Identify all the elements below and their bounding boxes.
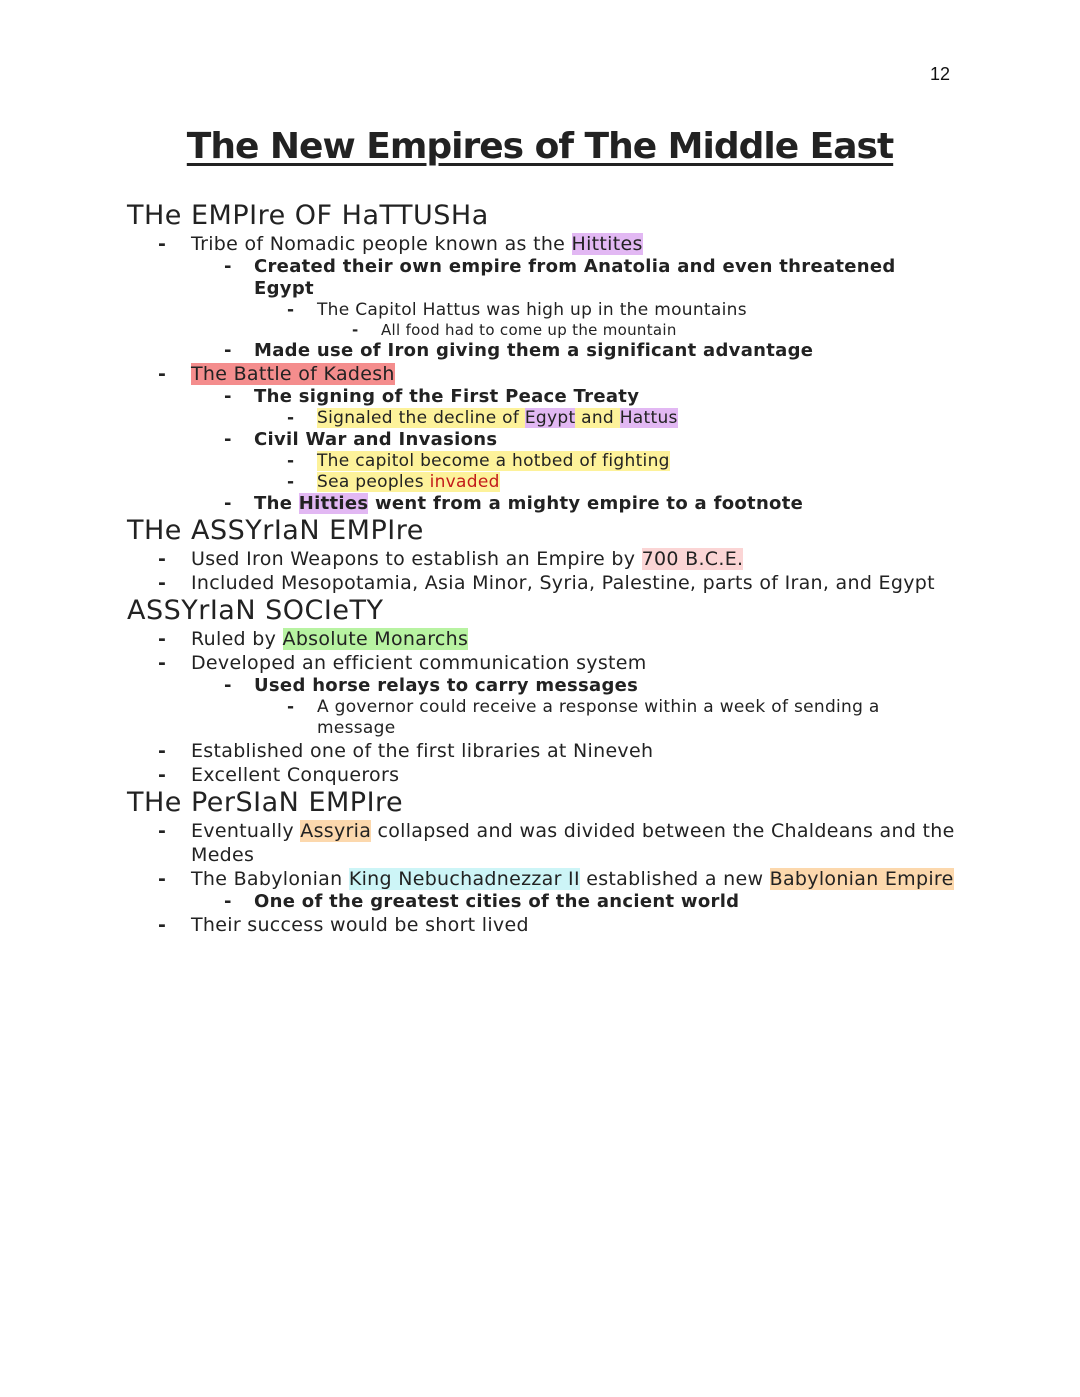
highlight-hittites: Hittites	[571, 233, 643, 255]
highlight-egypt: Egypt	[524, 408, 576, 428]
highlight-absolute-monarchs: Absolute Monarchs	[282, 628, 469, 650]
list-item: - Excellent Conquerors	[127, 763, 957, 787]
list-item: - Tribe of Nomadic people known as the Hittites	[127, 232, 957, 256]
list-item: - The Capitol Hattus was high up in the mountains	[127, 300, 957, 321]
highlight-invaded: invaded	[429, 472, 500, 492]
section-heading-hattusha: THe EMPIre OF HaTTUSHa	[127, 200, 489, 231]
highlight-hitties: Hitties	[298, 493, 369, 514]
highlight-hattus: Hattus	[619, 408, 678, 428]
list-item: - The capitol become a hotbed of fighting	[127, 451, 957, 472]
list-item: - Developed an efficient communication system	[127, 651, 957, 675]
list-item: - A governor could receive a response within a week of sending a message	[127, 697, 957, 739]
list-item: - Included Mesopotamia, Asia Minor, Syria, Palestine, parts of Iran, and Egypt	[127, 571, 957, 595]
list-item: - Used horse relays to carry messages	[127, 675, 957, 697]
list-item: - The Babylonian King Nebuchadnezzar II established a new Babylonian Empire	[127, 867, 957, 891]
section-heading-persian-empire: THe PerSIaN EMPIre	[127, 787, 404, 818]
list-item: - Their success would be short lived	[127, 913, 957, 937]
highlight-nebuchadnezzar: King Nebuchadnezzar II	[348, 868, 580, 890]
list-item: - All food had to come up the mountain	[127, 321, 957, 340]
list-item: - One of the greatest cities of the ancient world	[127, 891, 957, 913]
section-heading-assyrian-empire: THe ASSYrIaN EMPIre	[127, 515, 424, 546]
section-heading-assyrian-society: ASSYrIaN SOCIeTY	[127, 595, 384, 626]
page-number: 12	[930, 64, 951, 84]
list-item: - Eventually Assyria collapsed and was divided between the Chaldeans and the Medes	[127, 819, 957, 867]
list-item: - Made use of Iron giving them a significant advantage	[127, 340, 957, 362]
list-item	[127, 362, 957, 386]
highlight-700-bce: 700 B.C.E.	[641, 548, 744, 570]
list-item: - The Hitties went from a mighty empire to a footnote	[127, 493, 957, 515]
list-item: - Created their own empire from Anatolia and even threatened Egypt	[127, 256, 957, 300]
list-item: - Ruled by Absolute Monarchs	[127, 627, 957, 651]
list-item: - Sea peoples invaded	[127, 472, 957, 493]
list-item: - Established one of the first libraries at Nineveh	[127, 739, 957, 763]
list-item: - Civil War and Invasions	[127, 429, 957, 451]
highlight-assyria: Assyria	[300, 820, 372, 842]
list-item: - Used Iron Weapons to establish an Empire by 700 B.C.E.	[127, 547, 957, 571]
page-title	[0, 126, 1080, 167]
notes-body	[127, 200, 957, 937]
list-item: - The signing of the First Peace Treaty	[127, 386, 957, 408]
highlight-babylonian-empire: Babylonian Empire	[769, 868, 954, 890]
list-item: - Signaled the decline of Egypt and Hattus	[127, 408, 957, 429]
highlight-battle-of-kadesh: The Battle of Kadesh	[191, 363, 395, 385]
page-title-text: The New Empires of The Middle East	[186, 126, 894, 167]
